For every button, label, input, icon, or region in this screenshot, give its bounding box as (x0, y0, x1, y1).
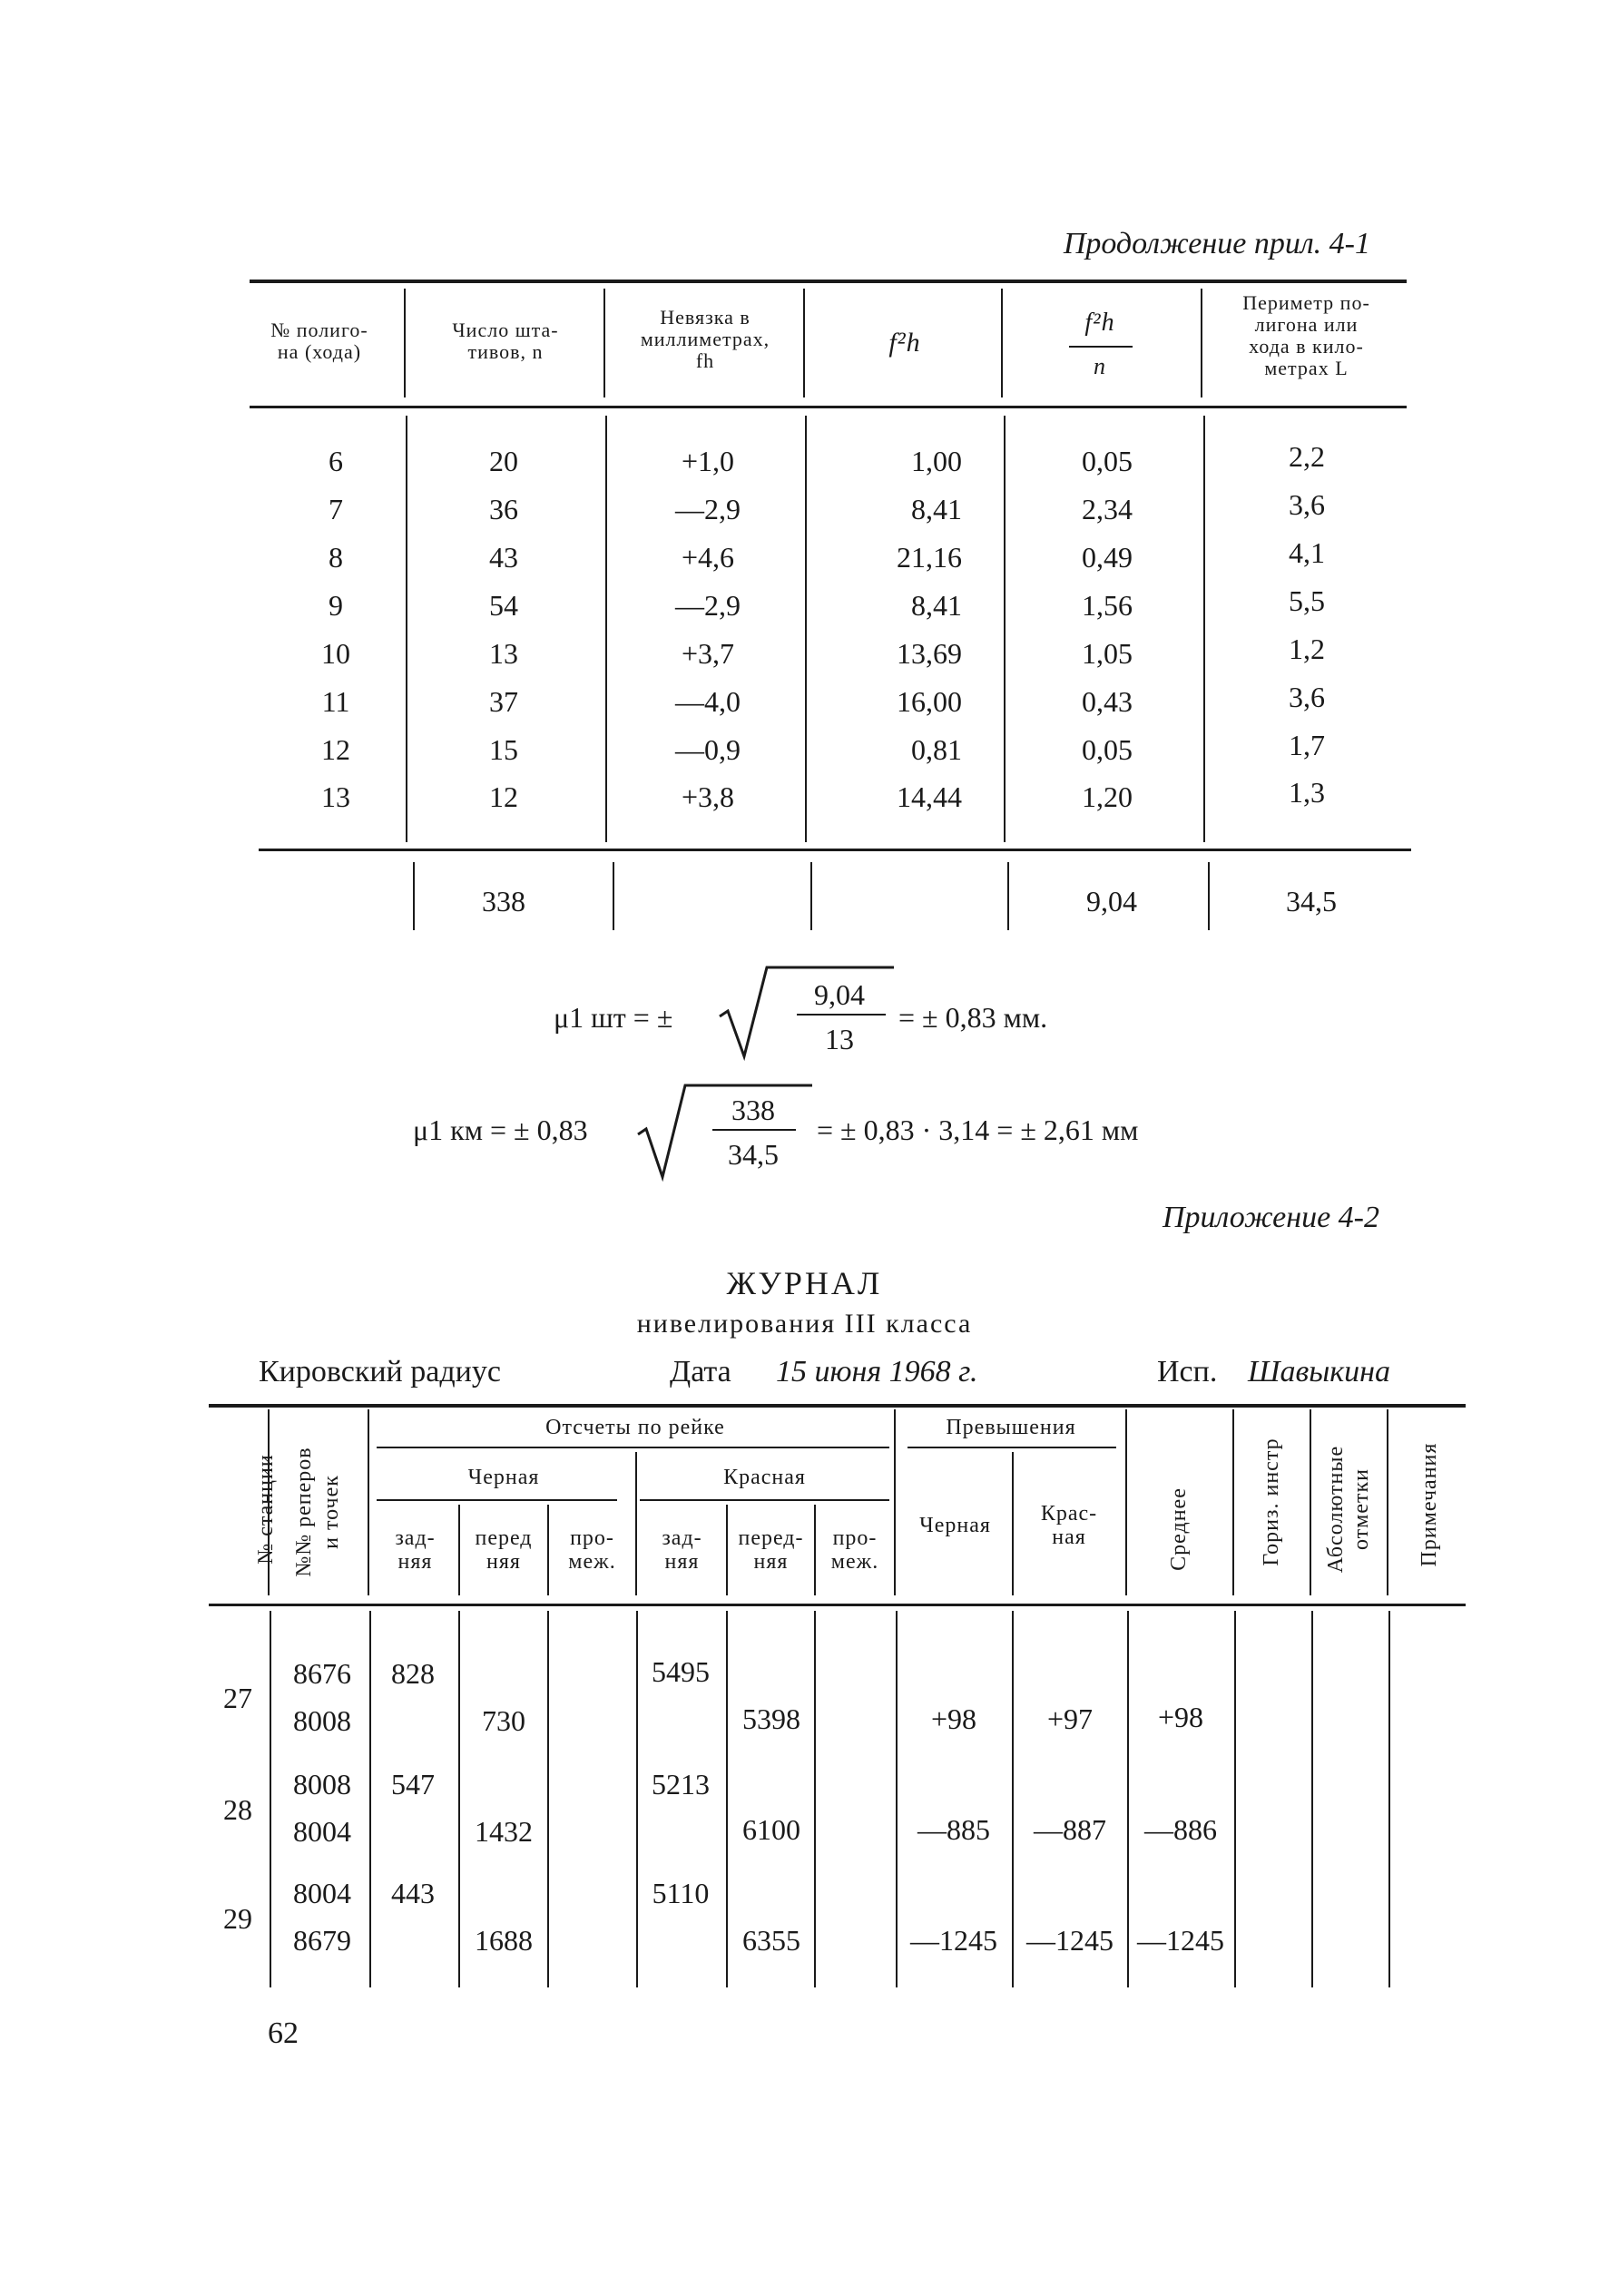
t1-cell: 6 (329, 445, 343, 477)
formula-1-numerator: 9,04 (814, 978, 865, 1011)
t1-cell: —2,9 (675, 493, 741, 525)
t2-elev-black: —1245 (910, 1924, 997, 1957)
formula-2-numerator: 338 (731, 1094, 775, 1126)
journal-subtitle: нивелирования III класса (636, 1309, 973, 1339)
t2-header-black: Черная (467, 1466, 540, 1489)
t2-vsep (458, 1611, 460, 1987)
t1-header-stations: Число шта- тивов, n (452, 319, 559, 363)
t1-cell: 13,69 (897, 637, 962, 670)
t1-header-fh2: f²h (888, 328, 921, 358)
t2-station: 27 (223, 1682, 252, 1714)
t1-cell: 3,6 (1289, 681, 1325, 713)
t2-mean: +98 (1157, 1701, 1204, 1733)
journal-date: 15 июня 1968 г. (776, 1355, 978, 1388)
t1-cell: 13 (321, 780, 350, 813)
table2-header-rule (209, 1604, 1466, 1606)
t1-vsep (613, 862, 614, 930)
t2-point: 8008 (293, 1704, 351, 1737)
t2-back: 828 (391, 1657, 435, 1690)
t2-vsep (636, 1611, 638, 1987)
t1-vsep (406, 416, 407, 842)
t2-point: 8004 (293, 1815, 351, 1848)
table2-top-rule (209, 1404, 1466, 1408)
t2-header-elev-red: Крас- ная (1040, 1502, 1098, 1549)
t2-fore-red: 5398 (742, 1702, 800, 1735)
t1-cell: 1,05 (1082, 637, 1133, 670)
t2-header-inter-red: про- меж. (830, 1526, 879, 1574)
t2-station: 29 (223, 1902, 252, 1935)
t1-header-perimeter: Периметр по- лигона или хода в кило- метрах L (1242, 291, 1370, 379)
t1-total-perimeter: 34,5 (1286, 885, 1337, 917)
t1-total-fh2-over-n: 9,04 (1086, 885, 1137, 917)
t1-cell: 1,20 (1082, 780, 1133, 813)
table1-totals-rule (259, 849, 1411, 851)
t1-vsep (605, 416, 607, 842)
t2-header-red: Красная (723, 1466, 806, 1489)
t2-vsep (726, 1611, 728, 1987)
journal-executor: Шавыкина (1248, 1355, 1391, 1388)
t1-cell: 8,41 (911, 493, 962, 525)
t1-cell: 8 (329, 541, 343, 574)
t2-vsep (1125, 1409, 1127, 1595)
t1-vsep (1007, 862, 1009, 930)
t2-back: 547 (391, 1768, 435, 1800)
t1-cell: —4,0 (675, 685, 741, 718)
t1-cell: 5,5 (1289, 584, 1325, 617)
t1-cell: 16,00 (897, 685, 962, 718)
t2-point: 8004 (293, 1877, 351, 1909)
t2-vsep (896, 1611, 898, 1987)
t1-cell: —2,9 (675, 589, 741, 622)
t2-fore-red: 6100 (742, 1813, 800, 1846)
t1-vsep (1208, 862, 1210, 930)
t2-point: 8676 (293, 1657, 351, 1690)
t2-vsep (1388, 1611, 1390, 1987)
t1-total-stations: 338 (482, 885, 525, 917)
t2-subrule (377, 1499, 617, 1501)
t2-header-fore: перед няя (475, 1526, 533, 1574)
t2-back: 443 (391, 1877, 435, 1909)
t1-cell: 8,41 (911, 589, 962, 622)
t1-vsep (1203, 416, 1205, 842)
t1-header-fh2-over-n-num: f²h (1084, 309, 1115, 337)
t1-cell: +1,0 (681, 445, 735, 477)
t1-cell: 12 (489, 780, 518, 813)
t1-cell: 2,2 (1289, 440, 1325, 473)
t1-cell: 9 (329, 589, 343, 622)
formula-1-denominator: 13 (825, 1023, 854, 1055)
t2-vsep (547, 1611, 549, 1987)
t2-vsep (1012, 1611, 1014, 1987)
t1-cell: 0,81 (911, 733, 962, 766)
t1-vsep (1004, 416, 1006, 842)
formula-2-fraction-bar (712, 1129, 796, 1131)
t1-vsep (805, 416, 807, 842)
t1-cell: 7 (329, 493, 343, 525)
t1-cell: +3,8 (681, 780, 735, 813)
t2-mean: —886 (1144, 1813, 1217, 1846)
t2-vsep (1387, 1409, 1388, 1595)
t2-header-readings: Отсчеты по рейке (545, 1416, 725, 1439)
table1-header-rule (250, 406, 1407, 408)
t1-cell: 1,00 (911, 445, 962, 477)
journal-executor-label: Исп. (1157, 1355, 1218, 1388)
t1-vsep (1201, 289, 1202, 397)
t1-cell: 0,43 (1082, 685, 1133, 718)
t1-cell: 0,05 (1082, 733, 1133, 766)
t1-cell: 20 (489, 445, 518, 477)
formula-2-denominator: 34,5 (728, 1138, 779, 1171)
t1-cell: +4,6 (681, 541, 735, 574)
t1-cell: 0,05 (1082, 445, 1133, 477)
table1-top-rule (250, 280, 1407, 283)
t1-cell: 2,34 (1082, 493, 1133, 525)
t2-point: 8008 (293, 1768, 351, 1800)
t2-fore-red: 6355 (742, 1924, 800, 1957)
t2-header-inter: про- меж. (568, 1526, 616, 1574)
t2-point: 8679 (293, 1924, 351, 1957)
t2-vsep (1234, 1611, 1236, 1987)
t1-vsep (603, 289, 605, 397)
t2-elev-black: +98 (930, 1702, 977, 1735)
t1-cell: +3,7 (681, 637, 735, 670)
t2-header-back: зад- няя (395, 1526, 436, 1574)
t2-vsep (1310, 1409, 1311, 1595)
t2-header-points: №№ реперов и точек (292, 1447, 343, 1577)
t2-header-absolute: Абсолютные отметки (1324, 1445, 1373, 1574)
t2-subrule (640, 1499, 889, 1501)
t2-elev-red: +97 (1046, 1702, 1094, 1735)
t2-back-red: 5110 (652, 1877, 710, 1909)
t2-vsep (894, 1409, 896, 1595)
t2-fore: 1432 (475, 1815, 533, 1848)
t2-back-red: 5495 (652, 1655, 710, 1688)
t1-cell: 13 (489, 637, 518, 670)
formula-1-rhs: = ± 0,83 мм. (898, 1001, 1048, 1034)
t1-cell: 43 (489, 541, 518, 574)
t2-elev-red: —887 (1034, 1813, 1106, 1846)
formula-2-lhs: μ1 км = ± 0,83 (413, 1114, 588, 1146)
t1-vsep (810, 862, 812, 930)
t2-vsep (635, 1452, 637, 1595)
t1-header-frac-bar (1069, 346, 1133, 348)
t2-header-station: № станции (254, 1454, 278, 1565)
t1-cell: 11 (321, 685, 350, 718)
t2-subrule (377, 1447, 889, 1448)
t2-vsep (1311, 1611, 1313, 1987)
t2-header-notes: Примечания (1418, 1442, 1441, 1567)
t2-subrule (908, 1447, 1116, 1448)
t1-cell: 1,2 (1289, 633, 1325, 665)
t1-cell: 37 (489, 685, 518, 718)
t2-mean: —1245 (1137, 1924, 1224, 1957)
t1-vsep (413, 862, 415, 930)
t2-header-elev: Превышения (946, 1416, 1076, 1439)
t1-cell: 14,44 (897, 780, 962, 813)
t2-station: 28 (223, 1793, 252, 1826)
page-number: 62 (268, 2016, 299, 2050)
t1-cell: 10 (321, 637, 350, 670)
t2-vsep (270, 1611, 271, 1987)
t1-header-misclosure: Невязка в миллиметрах, fh (640, 306, 770, 372)
t2-elev-red: —1245 (1026, 1924, 1114, 1957)
t2-header-elev-black: Черная (919, 1514, 991, 1537)
t1-vsep (1001, 289, 1003, 397)
t2-vsep (1232, 1409, 1234, 1595)
t1-cell: 0,49 (1082, 541, 1133, 574)
t1-cell: 1,7 (1289, 729, 1325, 761)
formula-1-lhs: μ1 шт = ± (554, 1001, 673, 1034)
t1-cell: 4,1 (1289, 536, 1325, 569)
t1-header-fh2-over-n-den: n (1094, 353, 1106, 379)
t2-fore: 730 (482, 1704, 525, 1737)
appendix-caption: Приложение 4-2 (1163, 1201, 1379, 1234)
journal-place: Кировский радиус (259, 1355, 501, 1388)
t2-elev-black: —885 (917, 1813, 990, 1846)
formula-1-fraction-bar (797, 1014, 886, 1016)
t1-cell: 1,56 (1082, 589, 1133, 622)
t2-vsep (368, 1409, 369, 1595)
t1-cell: 36 (489, 493, 518, 525)
t1-cell: 54 (489, 589, 518, 622)
t2-header-back-red: зад- няя (662, 1526, 702, 1574)
t1-cell: —0,9 (675, 733, 741, 766)
t2-fore: 1688 (475, 1924, 533, 1957)
t1-cell: 3,6 (1289, 488, 1325, 521)
t1-cell: 12 (321, 733, 350, 766)
t1-cell: 21,16 (897, 541, 962, 574)
table1-caption: Продолжение прил. 4-1 (1063, 227, 1370, 260)
t2-header-mean: Среднее (1167, 1487, 1191, 1571)
t1-cell: 15 (489, 733, 518, 766)
t2-header-horizon: Гориз. инстр (1260, 1437, 1283, 1566)
formula-2-rhs: = ± 0,83 · 3,14 = ± 2,61 мм (817, 1114, 1139, 1146)
t1-header-polygon: № полиго- на (хода) (270, 319, 368, 363)
t2-vsep (814, 1611, 816, 1987)
t1-cell: 1,3 (1289, 776, 1325, 809)
journal-title: ЖУРНАЛ (726, 1265, 883, 1301)
journal-date-label: Дата (670, 1355, 731, 1388)
t1-vsep (803, 289, 805, 397)
t2-header-fore-red: перед- няя (738, 1526, 804, 1574)
t1-vsep (404, 289, 406, 397)
t2-back-red: 5213 (652, 1768, 710, 1800)
t2-vsep (369, 1611, 371, 1987)
